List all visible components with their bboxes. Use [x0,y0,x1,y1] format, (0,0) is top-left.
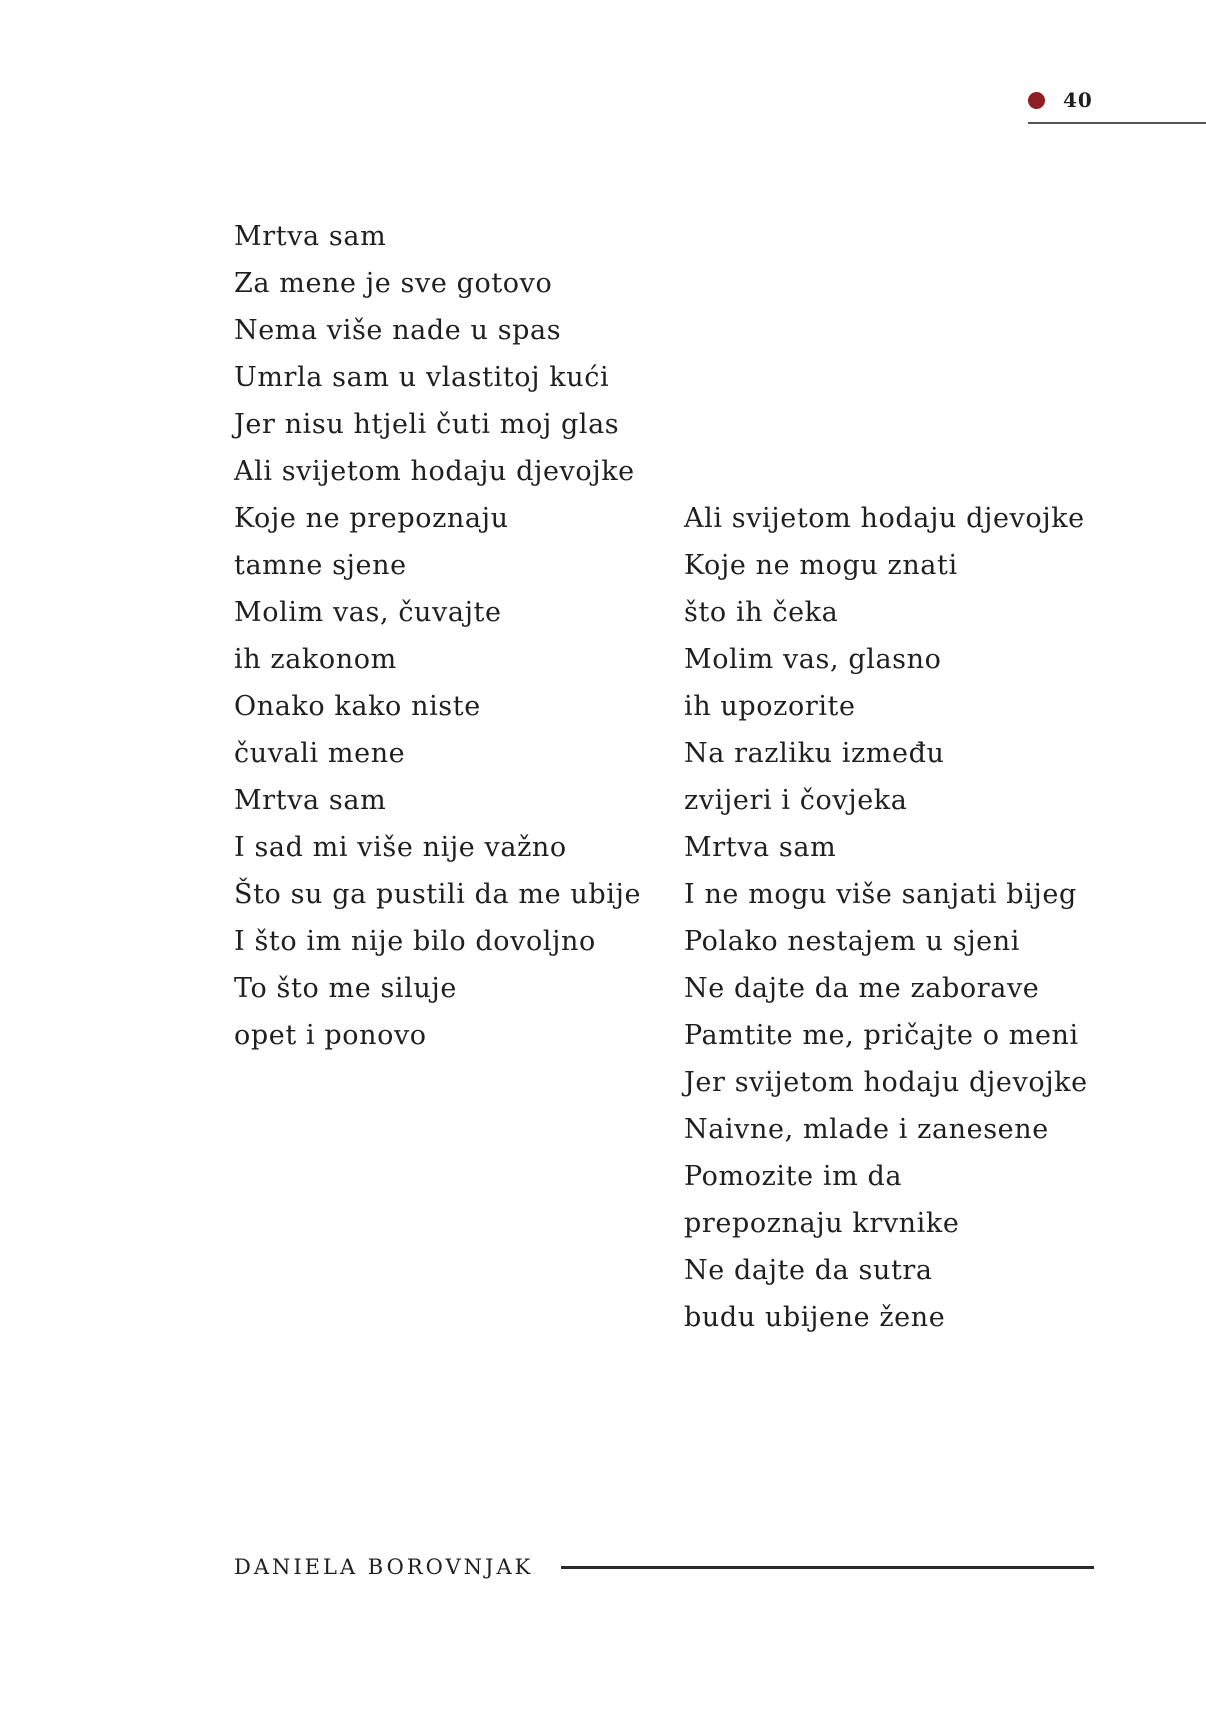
page-number: 40 [1063,88,1093,112]
poem-line: zvijeri i čovjeka [684,785,908,816]
poem-line: Jer svijetom hodaju djevojke [684,1067,1088,1098]
poem-line: Pamtite me, pričajte o meni [684,1020,1079,1051]
poem-line: Molim vas, glasno [684,644,942,675]
footer-rule [561,1566,1094,1569]
poem-line: opet i ponovo [234,1020,427,1051]
poem-line: Onako kako niste [234,691,481,722]
poem-line: Mrtva sam [234,221,387,252]
poem-line: Umrla sam u vlastitoj kući [234,362,610,393]
poem-line: Jer nisu htjeli čuti moj glas [234,409,620,440]
poem-line: To što me siluje [234,973,457,1004]
poem-line: ih upozorite [684,691,856,722]
poem-line: Što su ga pustili da me ubije [234,879,642,910]
poem-line: I sad mi više nije važno [234,832,567,863]
poem-left-column [234,213,641,1059]
poem-line: budu ubijene žene [684,1302,946,1333]
poem-line: Nema više nade u spas [234,315,562,346]
page-marker-dot [1028,92,1045,109]
poem-line: I što im nije bilo dovoljno [234,926,596,957]
poem-line: Na razliku između [684,738,945,769]
poem-line: Ali svijetom hodaju djevojke [684,503,1085,534]
poem-line: Ali svijetom hodaju djevojke [234,456,635,487]
poem-line: Mrtva sam [234,785,387,816]
poem-line: Ne dajte da sutra [684,1255,933,1286]
poem-line: Pomozite im da [684,1161,903,1192]
poem-line: I ne mogu više sanjati bijeg [684,879,1077,910]
header-rule [1028,122,1206,124]
poem-line: Za mene je sve gotovo [234,268,553,299]
poem-line: što ih čeka [684,597,839,628]
poem-line: ih zakonom [234,644,397,675]
poem-line: tamne sjene [234,550,407,581]
poem-line: prepoznaju krvnike [684,1208,960,1239]
poem-line: Molim vas, čuvajte [234,597,502,628]
poem-line: Koje ne prepoznaju [234,503,509,534]
author-name: DANIELA BOROVNJAK [234,1555,534,1579]
page-footer [234,1553,1094,1583]
poem-line: Mrtva sam [684,832,837,863]
poem-line: čuvali mene [234,738,406,769]
page-header [1028,88,1206,128]
poem-right-column [684,495,1088,1341]
poem-line: Polako nestajem u sjeni [684,926,1020,957]
poem-line: Ne dajte da me zaborave [684,973,1040,1004]
poem-line: Koje ne mogu znati [684,550,958,581]
poem-line: Naivne, mlade i zanesene [684,1114,1049,1145]
